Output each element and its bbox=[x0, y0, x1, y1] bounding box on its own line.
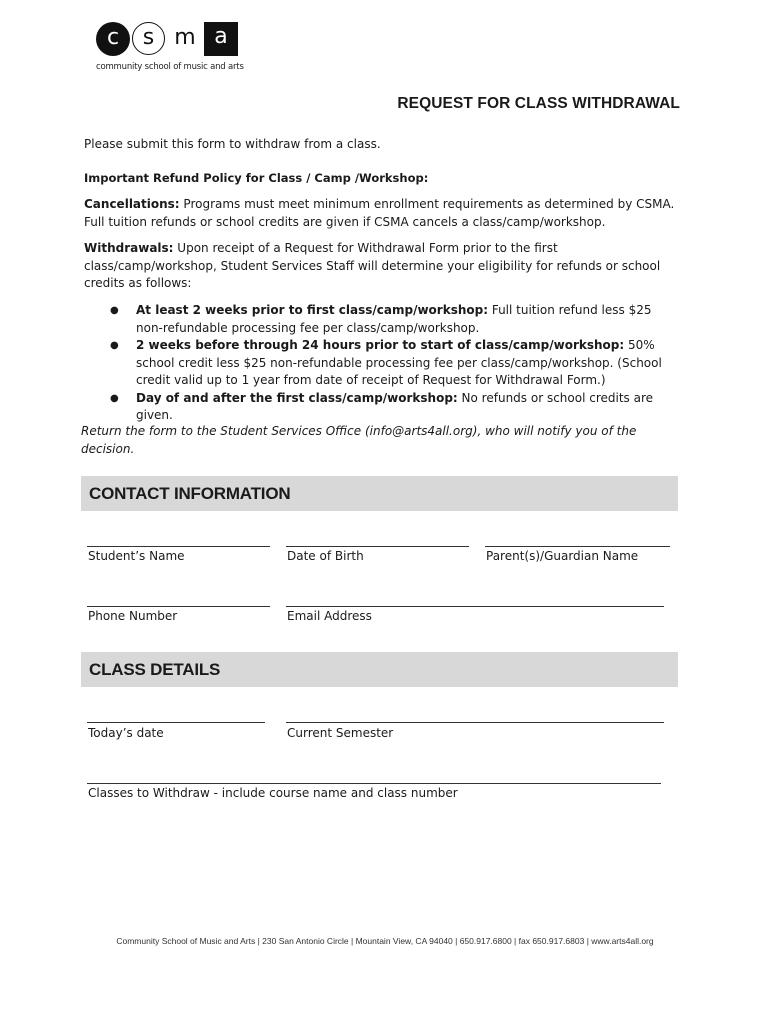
logo-letter-a: a bbox=[204, 22, 238, 56]
classes-to-withdraw-label: Classes to Withdraw - include course name and class number bbox=[88, 786, 458, 800]
guardian-name-label: Parent(s)/Guardian Name bbox=[486, 549, 639, 563]
phone-label: Phone Number bbox=[88, 609, 178, 623]
student-name-label: Student’s Name bbox=[88, 549, 185, 563]
page-title: REQUEST FOR CLASS WITHDRAWAL bbox=[397, 95, 680, 112]
intro-text: Please submit this form to withdraw from a class. bbox=[84, 137, 381, 151]
cancellations-label: Cancellations: bbox=[84, 197, 180, 211]
bullet-bold: Day of and after the first class/camp/workshop: bbox=[136, 390, 458, 405]
bullet-icon: ● bbox=[110, 340, 119, 351]
return-note: Return the form to the Student Services Office (info@arts4all.org), who will notify you of the decision. bbox=[81, 424, 637, 456]
contact-section-header bbox=[81, 476, 678, 511]
bullet-bold: At least 2 weeks prior to first class/camp/workshop: bbox=[136, 303, 489, 317]
cancellations-text: Programs must meet minimum enrollment requirements as determined by CSMA. Full tuition refunds or school credits are given if CSMA cancels a class/camp/workshop. bbox=[84, 197, 675, 229]
email-label: Email Address bbox=[287, 609, 372, 623]
withdrawals-paragraph bbox=[84, 240, 684, 293]
bullet-text: No refunds or school credits are given. bbox=[136, 390, 654, 422]
todays-date-label: Today’s date bbox=[88, 726, 164, 740]
cancellations-paragraph bbox=[84, 196, 684, 231]
bullet-bold: 2 weeks before through 24 hours prior to start of class/camp/workshop: bbox=[136, 338, 625, 352]
student-name-field[interactable] bbox=[87, 546, 270, 547]
bullet-icon: ● bbox=[110, 305, 119, 316]
current-semester-label: Current Semester bbox=[287, 726, 394, 740]
contact-section-title: CONTACT INFORMATION bbox=[89, 484, 291, 503]
list-item bbox=[110, 302, 682, 337]
guardian-name-field[interactable] bbox=[485, 546, 670, 547]
bullet-text: 50% school credit less $25 non-refundable processing fee per class/camp/workshop. (School credit valid up to 1 year from date of receipt of Request for Withdrawal Form.) bbox=[136, 338, 662, 387]
logo-letter-s: s bbox=[132, 22, 165, 55]
list-item bbox=[110, 390, 682, 425]
refund-bullets bbox=[110, 302, 682, 425]
bullet-text: Full tuition refund less $25 non-refundable processing fee per class/camp/workshop. bbox=[136, 303, 652, 335]
logo-letter-c: c bbox=[96, 22, 130, 56]
email-field[interactable] bbox=[286, 606, 664, 607]
list-item bbox=[110, 337, 682, 390]
date-of-birth-field[interactable] bbox=[286, 546, 469, 547]
withdrawals-text: Upon receipt of a Request for Withdrawal Form prior to the first class/camp/workshop, Student Services Staff will determine your eligibility for refunds or school credits as follows: bbox=[84, 241, 661, 290]
class-details-section-title: CLASS DETAILS bbox=[89, 660, 221, 679]
csma-logo bbox=[96, 22, 256, 74]
classes-to-withdraw-field[interactable] bbox=[87, 783, 661, 784]
current-semester-field[interactable] bbox=[286, 722, 664, 723]
todays-date-field[interactable] bbox=[87, 722, 265, 723]
withdrawals-label: Withdrawals: bbox=[84, 241, 174, 255]
phone-field[interactable] bbox=[87, 606, 270, 607]
refund-policy-heading: Important Refund Policy for Class / Camp /Workshop: bbox=[84, 171, 429, 185]
class-details-section-header bbox=[81, 652, 678, 687]
bullet-icon: ● bbox=[110, 392, 119, 404]
date-of-birth-label: Date of Birth bbox=[287, 549, 364, 563]
logo-letter-m: m bbox=[168, 22, 202, 56]
logo-tagline: community school of music and arts bbox=[96, 62, 244, 72]
footer-contact: Community School of Music and Arts | 230 San Antonio Circle | Mountain View, CA 94040 | 650.917.6800 | fax 650.917.6803 | www.arts4all.org bbox=[116, 936, 654, 946]
